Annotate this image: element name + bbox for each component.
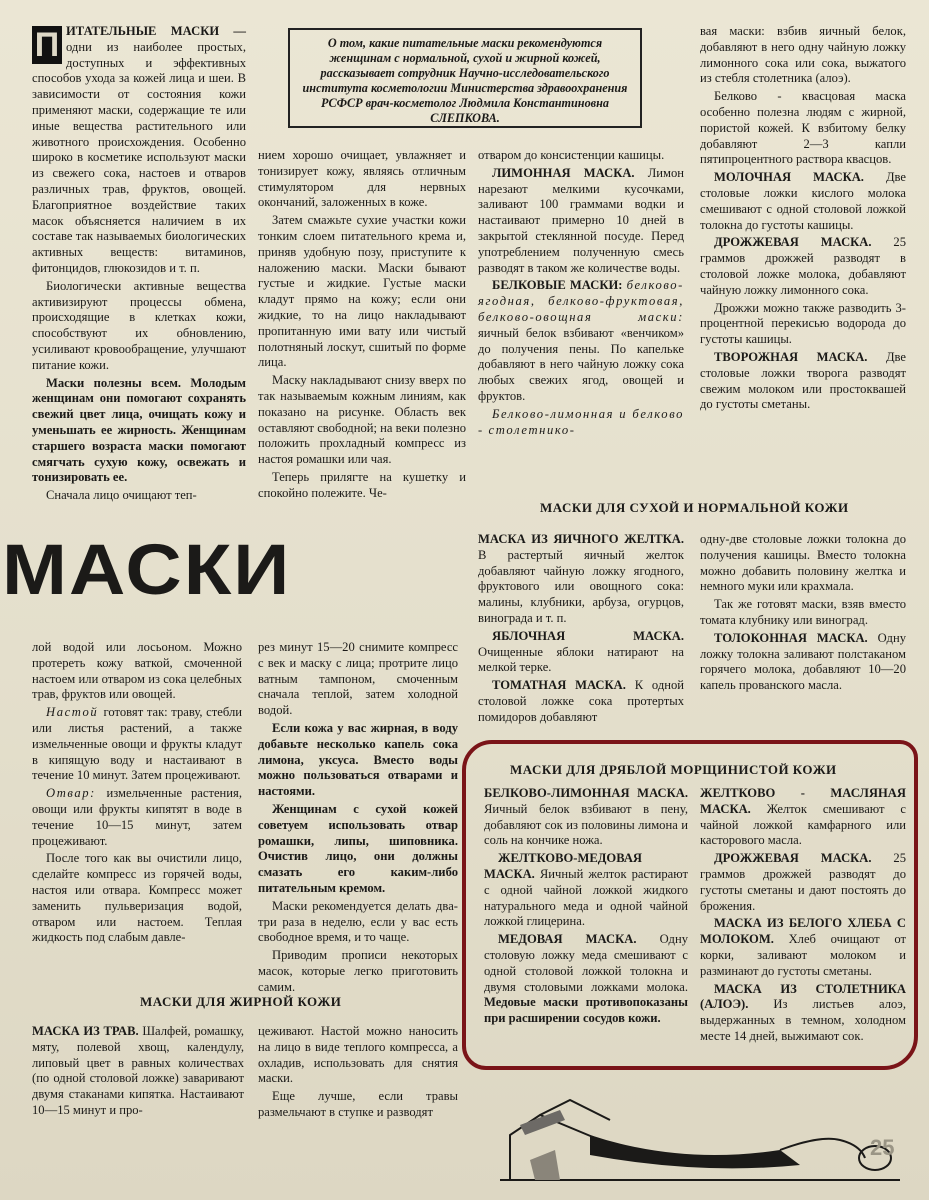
paragraph: отваром до консистенции кашицы. [478, 148, 665, 162]
recipe-yolk: МАСКА ИЗ ЯИЧНОГО ЖЕЛТКА. В растертый яичный желток добавляют чайную ложку ягодного, фруктового или овощного сока: малины, клубники, арбуза, огурцов, винограда и т. п. [478, 532, 684, 625]
recipe-honey: МЕДОВАЯ МАСКА. Одну столовую ложку меда смешивают с одной столовой ложкой толокна и двумя столовыми ложками молока. Медовые маски противопоказаны при расширении сосудов кожи. [484, 932, 688, 1026]
paragraph: После того как вы очистили лицо, сделайте компресс из горячей воды, настоя или отвара. Компресс может заменить пульверизация водой, отваром или настоем. Теплая жидкость под слабым давле- [32, 851, 242, 945]
paragraph: одну-две столовые ложки толокна до получения кашицы. Вместо толокна можно добавить половину желтка и немного муки или крахмала. [700, 532, 906, 594]
column-1-oily [32, 1024, 244, 1121]
section-heading-dry-skin: МАСКИ ДЛЯ СУХОЙ И НОРМАЛЬНОЙ КОЖИ [540, 500, 849, 515]
section-heading-wrinkled-skin: МАСКИ ДЛЯ ДРЯБЛОЙ МОРЩИНИСТОЙ КОЖИ [510, 762, 837, 777]
page-number: 25 [870, 1135, 895, 1160]
recipe-yolk-oil: ЖЕЛТКОВО - МАСЛЯНАЯ МАСКА. Желток смешивают с чайной ложкой камфарного или касторового масла. [700, 786, 906, 848]
column-4-top [700, 24, 906, 415]
column-2-bottom [258, 640, 458, 998]
intro-text: О том, какие питательные маски рекомендуются женщинам с нормальной, сухой и жирной кожей, рассказывает сотрудник Научно-исследовательского института косметологии Министерства здравоохранения РСФСР врач-косметолог Людмила Константиновна СЛЕПКОВА. [302, 36, 628, 125]
paragraph: рез минут 15—20 снимите компресс с век и маску с лица; протрите лицо ватным тампоном, смоченным сначала теплой, затем холодной водой. [258, 640, 458, 718]
recipe-aloe: МАСКА ИЗ СТОЛЕТНИКА (АЛОЭ). Из листьев алоэ, выдержанных в темном, холодном месте 14 дней, выжимают сок. [700, 981, 906, 1043]
recipe-milk: МОЛОЧНАЯ МАСКА. Две столовые ложки кислого молока смешивают с одной столовой ложкой толокна до густоты кашицы. [700, 170, 906, 232]
drop-cap: П [32, 26, 62, 64]
paragraph: Сначала лицо очищают теп- [46, 488, 197, 503]
column-1-top [32, 24, 246, 506]
section-heading-oily-skin: МАСКИ ДЛЯ ЖИРНОЙ КОЖИ [140, 994, 342, 1009]
paragraph: Настой готовят так: траву, стебли или листья растений, а также измельченные овощи и фрукты кладут в кипящую воду и настаивают в течение 10 минут. Затем процеживают. [32, 705, 242, 783]
recipe-bread: МАСКА ИЗ БЕЛОГО ХЛЕБА С МОЛОКОМ. Хлеб очищают от корки, заливают молоком и разминают до густоты сметаны. [700, 916, 906, 978]
paragraph: Так же готовят маски, взяв вместо томата клубнику или виноград. [700, 597, 906, 627]
paragraph: Приводим прописи некоторых масок, которые легко приготовить самим. [258, 948, 458, 994]
recipe-yeast: ДРОЖЖЕВАЯ МАСКА. 25 граммов дрожжей разводят в столовой ложке молока, добавляют чайную ложку лимонного сока. [700, 235, 906, 297]
recipe-herbs: МАСКА ИЗ ТРАВ. Шалфей, ромашку, мяту, полевой хвощ, календулу, липовый цвет в равных количествах (по одной столовой ложке) заваривают двумя стаканами кипятка. Настаивают 10—15 минут и про- [32, 1024, 245, 1117]
recipe-yeast-2: ДРОЖЖЕВАЯ МАСКА. 25 граммов дрожжей разводят до густоты сметаны и дают постоять до брожения. [700, 851, 906, 913]
article-title: МАСКИ [2, 528, 292, 610]
paragraph: Еще лучше, если травы размельчают в ступке и разводят [258, 1089, 458, 1119]
paragraph: лой водой или лосьоном. Можно протереть кожу ваткой, смоченной настоем или отваром из сока целебных трав, фруктов или овощей. [32, 640, 242, 702]
recipe-yolk-honey: ЖЕЛТКОВО-МЕДОВАЯ МАСКА. Яичный желток растирают с одной чайной ложкой жидкого натурального меда и одной чайной ложкой глицерина. [484, 851, 688, 929]
column-2-oily [258, 1024, 458, 1123]
paragraph: Отвар: измельченные растения, овощи или фрукты кипятят в воде в течение 10—15 минут, затем процеживают. [32, 786, 242, 848]
recipe-tomato: ТОМАТНАЯ МАСКА. К одной столовой ложке сока протертых помидоров добавляют [478, 678, 685, 724]
paragraph: Затем смажьте сухие участки кожи тонким слоем питательного крема и, приняв удобную позу, приступите к наложению маски. Маски бывают густые и жидкие. Густые маски кладут прямо на кожу; если они жидкие, то на лицо накладывают пропитанную ими вату или чистый полотняный лоскут, сшитый по форме лица. [258, 213, 466, 370]
paragraph: нием хорошо очищает, увлажняет и тонизирует кожу, являясь отличным стимулятором для нервных окончаний, заложенных в коже. [258, 148, 466, 210]
recipe-protein: БЕЛКОВЫЕ МАСКИ: белково-ягодная, белково-фруктовая, белково-овощная маски: яичный белок взбивают «венчиком» до получения пены. По капельке добавляют в него чайную ложку сока любых свежих ягод, овощей и фруктов. [478, 278, 684, 403]
woman-resting-illustration [480, 1080, 910, 1190]
column-1-bottom [32, 640, 242, 948]
paragraph: Дрожжи можно также разводить 3-процентной перекисью водорода до густоты кашицы. [700, 300, 906, 347]
paragraph: Теперь прилягте на кушетку и спокойно полежите. Че- [258, 469, 466, 500]
column-wrinkled-left [484, 786, 688, 1029]
column-wrinkled-right [700, 786, 906, 1047]
paragraph: Женщинам с сухой кожей советуем использовать отвар ромашки, липы, шиповника. Очистив лицо, они должны смазать его каким-либо питательным кремом. [258, 801, 458, 895]
column-3-dry [478, 532, 684, 728]
column-3-top [478, 148, 684, 440]
recipe-lemon: ЛИМОННАЯ МАСКА. Лимон нарезают мелкими кусочками, заливают 100 граммами водки и настаивают примерно 10 дней в закрытой стеклянной посуде. Перед употреблением полученную смесь разводят в таком же количестве воды. [478, 165, 684, 275]
article-intro-box [288, 28, 642, 128]
lead-paragraph: П ИТАТЕЛЬНЫЕ МАСКИ — одни из наиболее простых, доступных и эффективных способов ухода за кожей лица и шеи. В зависимости от состояния кожи применяют маски, содержащие те или иные вещества растительного или животного происхождения. Особенно широко в косметике используют маски из свежего сока, настоев и отваров различных трав, фруктов, овощей. Благоприятное воздействие таких масок объясняется наличием в их составе так называемых биологических активных веществ: витаминов, фитонцидов, глюкозидов и т. п. [32, 24, 246, 275]
paragraph: цеживают. Настой можно наносить на лицо в виде теплого компресса, а охладив, использовать для снятия маски. [258, 1024, 458, 1086]
column-2-top [258, 148, 466, 504]
recipe-oat: ТОЛОКОННАЯ МАСКА. Одну ложку толокна заливают полстаканом горячего молока, добавляют 10—20 капель прованского масла. [700, 630, 906, 693]
paragraph: Маски полезны всем. Молодым женщинам они помогают сохранять свежий цвет лица, очищать кожу и уменьшать ее жирность. Женщинам старшего возраста маски помогают смягчать сухую кожу, освежать и тонизировать ее. [32, 375, 246, 485]
paragraph: Если кожа у вас жирная, в воду добавьте несколько капель сока лимона, уксуса. Вместо воды можно пользоваться отварами и настоями. [258, 720, 458, 799]
recipe-protein-lemon: БЕЛКОВО-ЛИМОННАЯ МАСКА. Яичный белок взбивают в пену, добавляют сок из половины лимона и соль на кончике ножа. [484, 786, 688, 848]
paragraph: Маску накладывают снизу вверх по так называемым кожным линиям, как показано на рисунке. Область век оставляют свободной; на веки полезно положить прохладный компресс из настоя ромашки или чая. [258, 373, 466, 467]
recipe-curd: ТВОРОЖНАЯ МАСКА. Две столовые ложки творога разводят свежим молоком или простоквашей до густоты сметаны. [700, 349, 906, 412]
paragraph: Белково-лимонная и белково - столетнико- [478, 406, 684, 437]
column-4-dry [700, 532, 906, 696]
paragraph: Маски рекомендуется делать два-три раза в неделю, если у вас есть свободное время, и то чаще. [258, 898, 458, 945]
paragraph: вая маски: взбив яичный белок, добавляют в него одну чайную ложку лимонного сока или сока, выжатого из стебля столетника (алоэ). [700, 24, 906, 86]
recipe-apple: ЯБЛОЧНАЯ МАСКА. Очищенные яблоки натирают на мелкой терке. [478, 628, 684, 675]
paragraph: Биологически активные вещества активизируют процессы обмена, происходящие в клетках кожи, способствуют их обновлению, усиливают кровообращение, улучшают питание кожи. [32, 278, 246, 372]
paragraph: Белково - квасцовая маска особенно полезна людям с жирной, пористой кожей. К взбитому белку добавляют 2—3 капли пятипроцентного раствора квасцов. [700, 89, 906, 167]
